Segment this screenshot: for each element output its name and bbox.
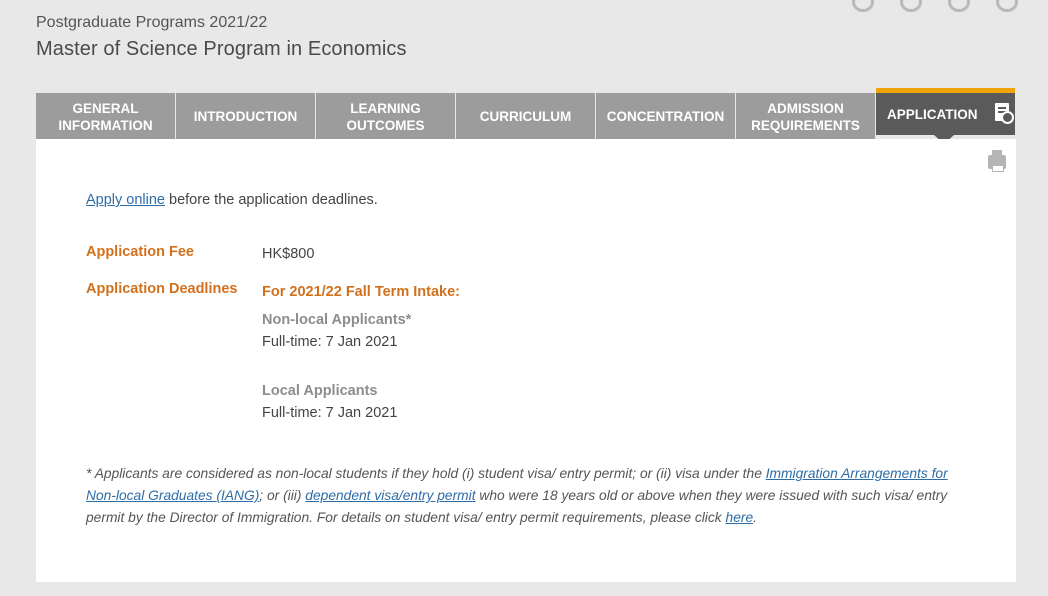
fee-label: Application Fee <box>86 244 194 260</box>
tab-label: LEARNING <box>350 100 421 116</box>
tab-label: INFORMATION <box>58 117 153 133</box>
nonlocal-heading: Non-local Applicants* <box>262 312 412 328</box>
intake-heading: For 2021/22 Fall Term Intake: <box>262 284 460 300</box>
tab-label: APPLICATION <box>887 106 978 122</box>
apply-text: before the application deadlines. <box>165 192 378 208</box>
local-deadline: Full-time: 7 Jan 2021 <box>262 405 398 421</box>
tab-curriculum[interactable] <box>456 93 595 140</box>
tab-introduction[interactable] <box>176 93 315 140</box>
social-icon[interactable] <box>948 0 970 12</box>
tab-label: OUTCOMES <box>346 117 425 133</box>
tab-label: INTRODUCTION <box>193 109 298 124</box>
page-subtitle: Postgraduate Programs 2021/22 <box>36 14 268 31</box>
footnote <box>86 463 976 529</box>
deadlines-label: Application Deadlines <box>86 281 238 297</box>
tab-general-information[interactable] <box>36 93 175 140</box>
iang-link[interactable]: Immigration Arrangements for Non-local Graduates (IANG) <box>86 466 948 503</box>
fee-value: HK$800 <box>262 246 315 262</box>
tab-bar <box>36 88 1016 139</box>
content-panel <box>36 139 1016 582</box>
document-clock-icon <box>995 103 1009 121</box>
tab-label: GENERAL <box>72 100 139 116</box>
tab-label: ADMISSION <box>767 100 844 116</box>
nonlocal-deadline: Full-time: 7 Jan 2021 <box>262 334 398 350</box>
tab-learning-outcomes[interactable] <box>316 93 455 140</box>
local-heading: Local Applicants <box>262 383 378 399</box>
social-icon[interactable] <box>996 0 1018 12</box>
social-icon[interactable] <box>900 0 922 12</box>
footnote-text: who were 18 years old or above when they were issued with such visa/ entry permit by the Director of Immigration. For details on student visa/ entry permit requirements, please click <box>86 488 948 525</box>
here-link[interactable]: here <box>725 510 754 525</box>
footnote-text: . <box>753 510 757 525</box>
dependent-visa-link[interactable]: dependent visa/entry permit <box>305 488 476 503</box>
tab-admission-requirements[interactable] <box>736 93 875 140</box>
print-icon[interactable] <box>988 155 1006 169</box>
apply-online-link[interactable]: Apply online <box>86 192 165 208</box>
tab-concentration[interactable] <box>596 93 735 140</box>
apply-line <box>86 192 378 208</box>
page-header <box>36 14 407 61</box>
tab-application[interactable] <box>876 88 1015 135</box>
social-icon[interactable] <box>852 0 874 12</box>
tab-label: CURRICULUM <box>479 109 572 124</box>
footnote-text: * Applicants are considered as non-local students if they hold (i) student visa/ entry permit; or (ii) visa under the <box>86 466 766 481</box>
page-title: Master of Science Program in Economics <box>36 38 407 60</box>
social-icons <box>852 0 1018 12</box>
tab-label: REQUIREMENTS <box>751 117 860 133</box>
tab-label: CONCENTRATION <box>606 109 725 124</box>
footnote-text: ; or (iii) <box>259 488 306 503</box>
